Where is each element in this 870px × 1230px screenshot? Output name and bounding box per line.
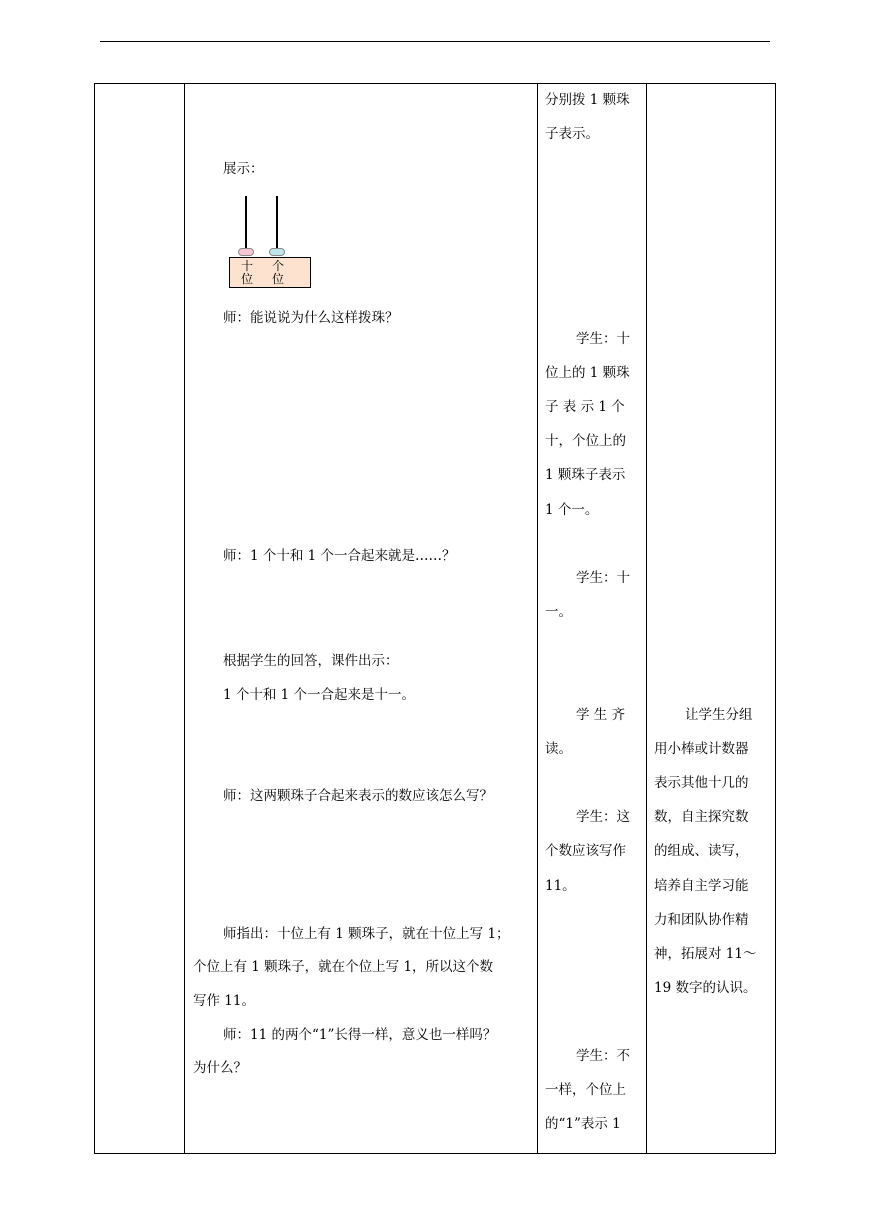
student-answer-1-line-5: 1 颗珠子表示 xyxy=(545,467,626,483)
design-intent-line-8: 神，拓展对 11～ xyxy=(654,946,757,962)
design-intent-line-4: 数，自主探究数 xyxy=(654,809,749,825)
student-answer-1-line-6: 1 个一。 xyxy=(545,502,599,518)
student-answer-4-line-1: 学生：这 xyxy=(576,809,630,825)
question-2: 师：1 个十和 1 个一合起来就是……？ xyxy=(223,548,456,564)
design-intent-line-1: 让学生分组 xyxy=(685,707,753,723)
courseware-intro: 根据学生的回答，课件出示： xyxy=(223,653,399,669)
student-answer-5-line-2: 一样，个位上 xyxy=(545,1082,626,1098)
question-3: 师：这两颗珠子合起来表示的数应该怎么写？ xyxy=(223,788,493,804)
ones-label-top: 个 xyxy=(271,259,284,273)
question-4-line-1: 师：11 的两个“1”长得一样，意义也一样吗？ xyxy=(223,1027,497,1043)
student-answer-0-line-2: 子表示。 xyxy=(545,126,599,142)
header-rule xyxy=(100,41,770,42)
student-answer-5-line-1: 学生：不 xyxy=(576,1048,630,1064)
student-answer-2-line-2: 一。 xyxy=(545,604,572,620)
ones-label-bottom: 位 xyxy=(271,272,284,286)
column-divider-3 xyxy=(646,84,647,1153)
question-1: 师：能说说为什么这样拨珠？ xyxy=(223,310,399,326)
design-intent-line-9: 19 数字的认识。 xyxy=(654,980,757,996)
design-intent-line-5: 的组成、读写， xyxy=(654,843,749,859)
student-answer-5-line-3: 的“1”表示 1 xyxy=(545,1116,621,1132)
student-answer-1-line-4: 十，个位上的 xyxy=(545,433,626,449)
tens-bead xyxy=(238,248,254,256)
column-divider-2 xyxy=(537,84,538,1153)
teacher-point-line-3: 写作 11。 xyxy=(193,993,255,1009)
ones-bead xyxy=(269,248,285,256)
design-intent-line-7: 力和团队协作精 xyxy=(654,912,749,928)
student-answer-1-line-3: 子 表 示 1 个 xyxy=(545,399,625,415)
courseware-statement: 1 个十和 1 个一合起来是十一。 xyxy=(223,687,416,703)
teacher-point-line-1: 师指出：十位上有 1 颗珠子，就在十位上写 1； xyxy=(223,926,510,942)
tens-rod xyxy=(245,196,247,254)
tens-label-bottom: 位 xyxy=(240,272,253,286)
student-answer-4-line-3: 11。 xyxy=(545,878,576,894)
student-answer-4-line-2: 个数应该写作 xyxy=(545,843,626,859)
student-answer-3-line-2: 读。 xyxy=(545,741,572,757)
design-intent-line-3: 表示其他十几的 xyxy=(654,775,749,791)
design-intent-line-6: 培养自主学习能 xyxy=(654,878,749,894)
design-intent-line-2: 用小棒或计数器 xyxy=(654,741,749,757)
abacus-counter xyxy=(229,196,311,288)
show-label: 展示： xyxy=(223,161,264,177)
student-answer-2-line-1: 学生：十 xyxy=(576,570,630,586)
student-answer-1-line-1: 学生：十 xyxy=(576,331,630,347)
student-answer-3-line-1: 学 生 齐 xyxy=(576,707,626,723)
counter-base xyxy=(229,257,311,288)
column-divider-1 xyxy=(184,84,185,1153)
teacher-point-line-2: 个位上有 1 颗珠子，就在个位上写 1，所以这个数 xyxy=(193,959,494,975)
question-4-line-2: 为什么？ xyxy=(193,1060,247,1076)
tens-label-top: 十 xyxy=(240,259,253,273)
student-answer-0-line-1: 分别拨 1 颗珠 xyxy=(545,92,630,108)
student-answer-1-line-2: 位上的 1 颗珠 xyxy=(545,365,630,381)
ones-rod xyxy=(276,196,278,254)
